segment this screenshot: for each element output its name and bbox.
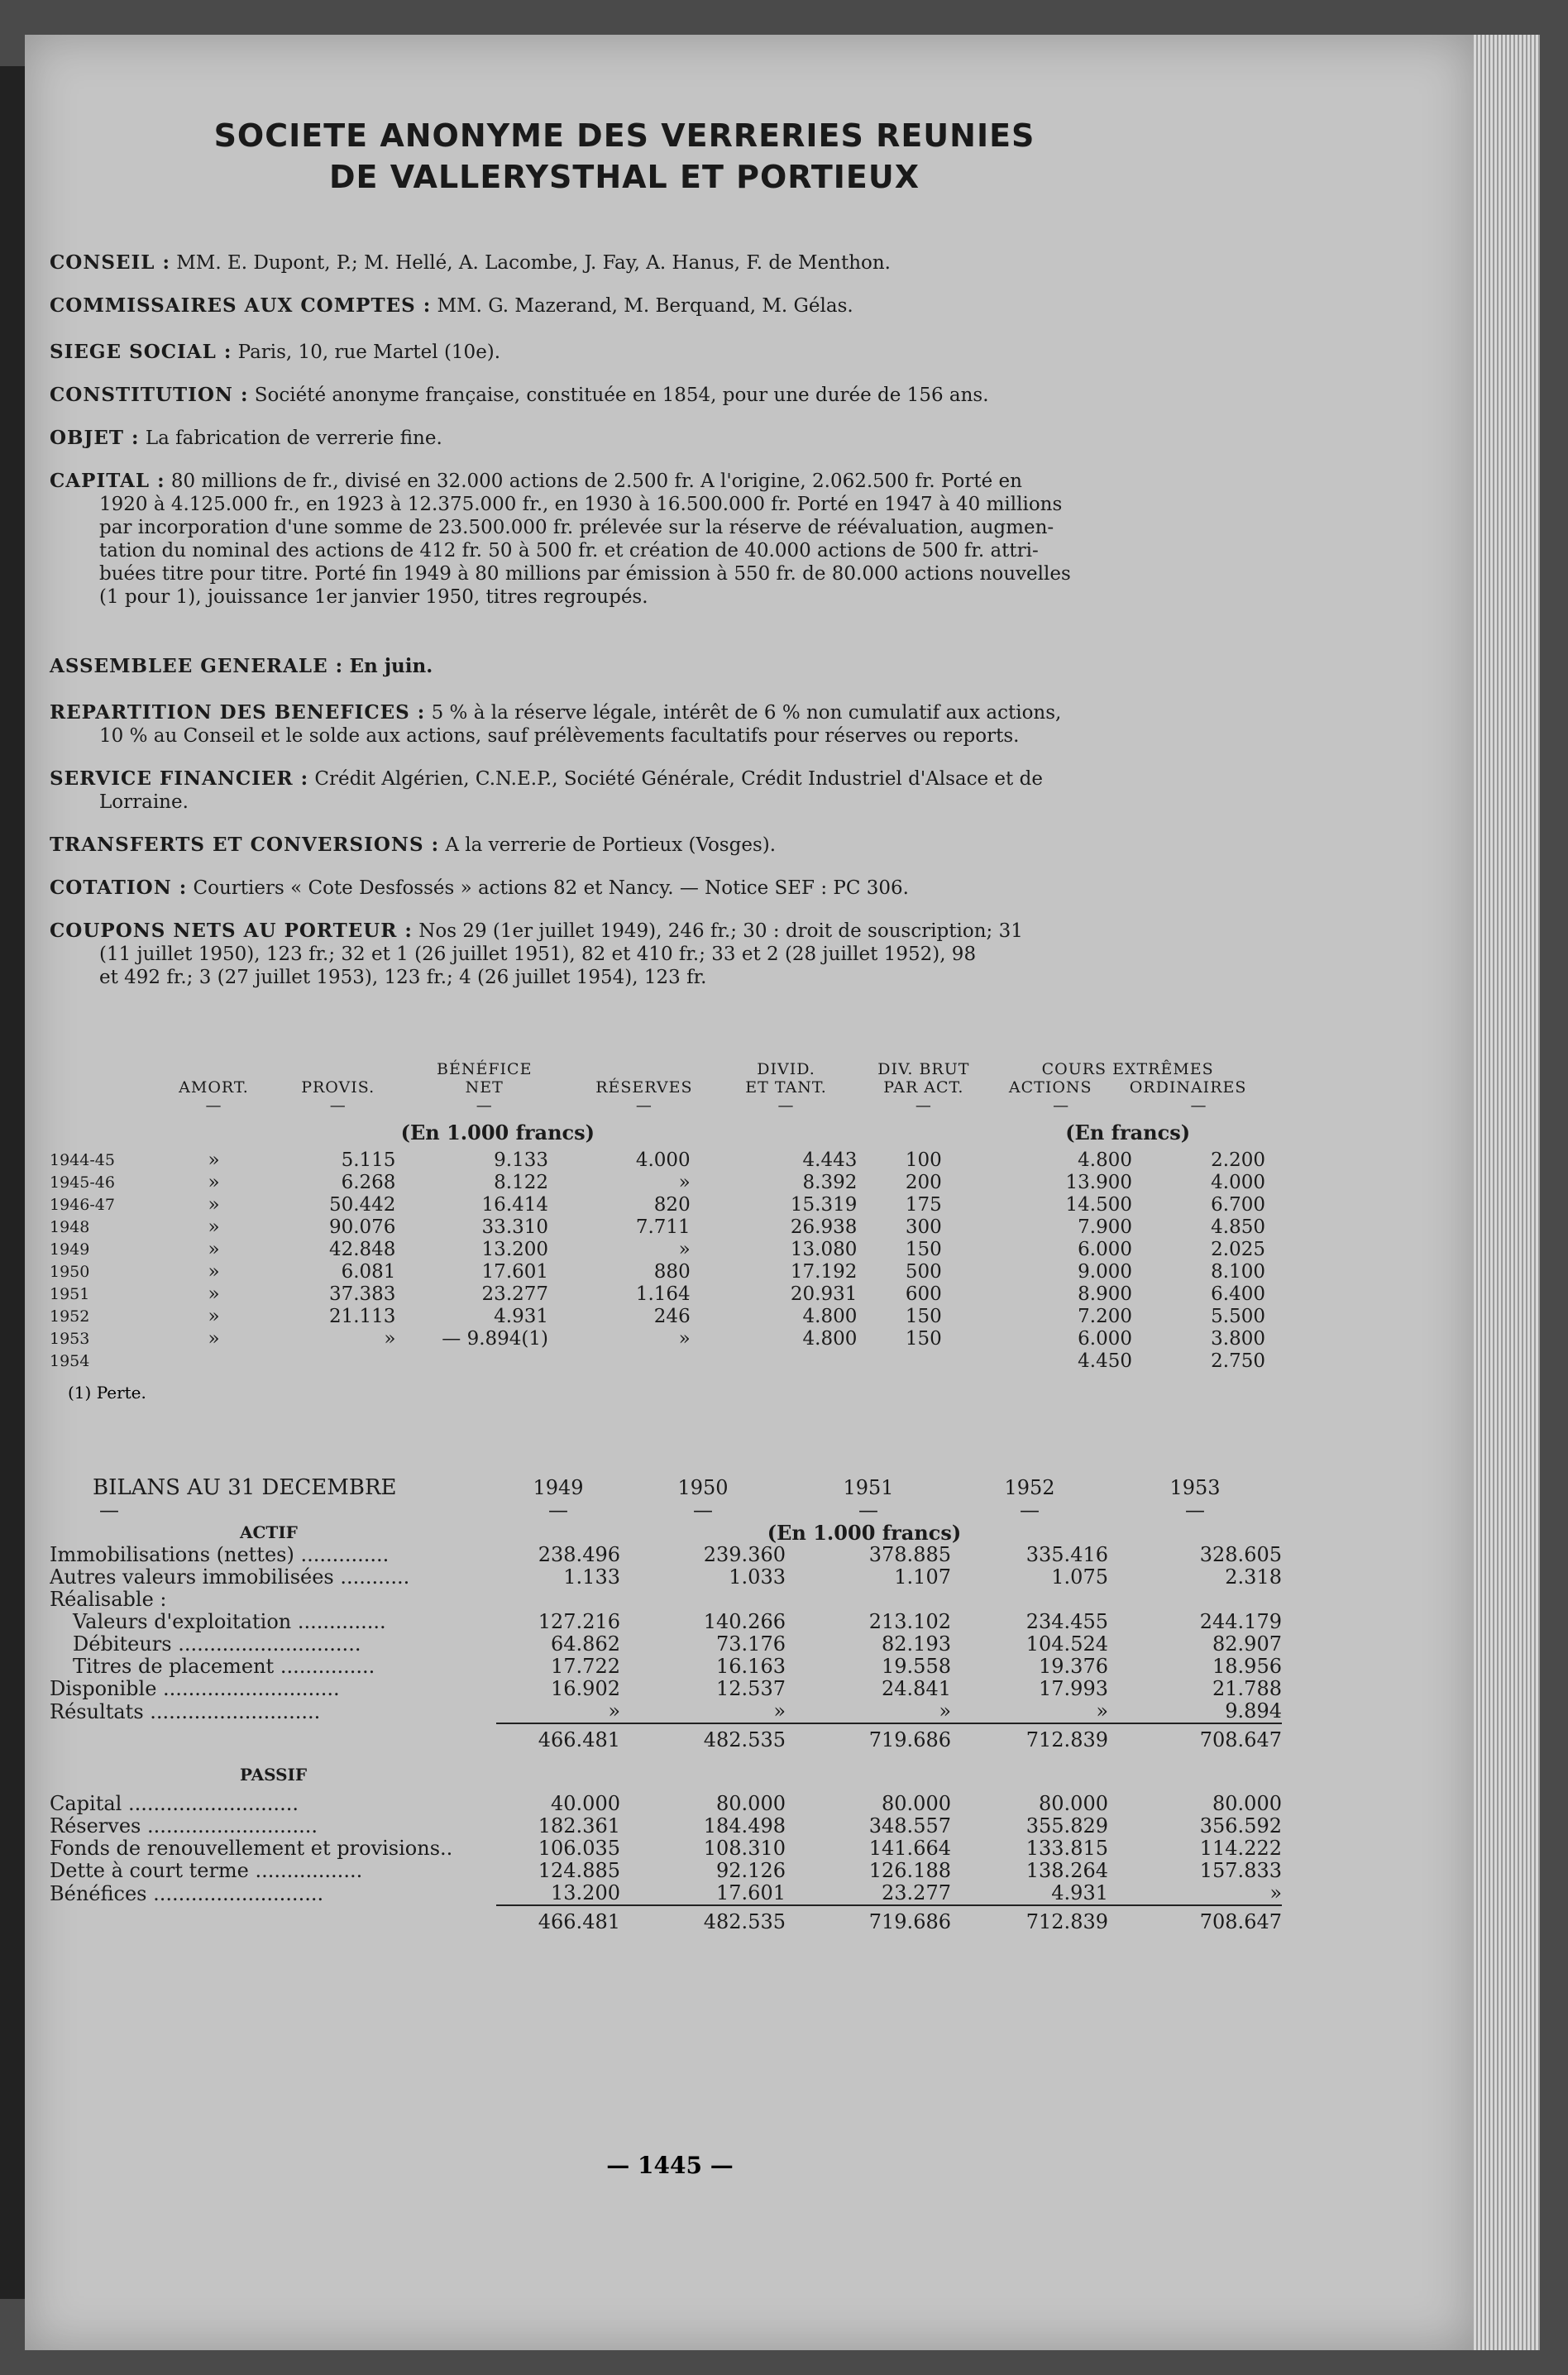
capital-line-4: tation du nominal des actions de 412 fr. 50 à 500 fr. et création de 40.000 actions de 500 fr. attri- — [99, 540, 1039, 561]
col-reserves: RÉSERVES — [595, 1078, 693, 1097]
coupons-line-2: (11 juillet 1950), 123 fr.; 32 et 1 (26 juillet 1951), 82 et 410 fr.; 33 et 2 (28 juillet 1952), 98 — [99, 944, 977, 965]
capital-line-6: (1 pour 1), jouissance 1er janvier 1950, titres regroupés. — [99, 586, 648, 608]
actif-value-1952 — [951, 1589, 1108, 1611]
conseil-text: MM. E. Dupont, P.; M. Hellé, A. Lacombe, J. Fay, A. Hanus, F. de Menthon. — [176, 252, 891, 274]
title-line-1: SOCIETE ANONYME DES VERRERIES REUNIES — [213, 117, 1035, 154]
section-objet — [50, 427, 1257, 450]
actif-label: Titres de placement ............... — [73, 1656, 375, 1678]
bilans-unit: (En 1.000 francs) — [767, 1521, 962, 1545]
actif-value-1952: 1.075 — [1051, 1565, 1108, 1589]
commissaires-label: COMMISSAIRES AUX COMPTES : — [50, 294, 432, 317]
actif-value-1951: 213.102 — [868, 1610, 951, 1633]
actif-value-1949 — [496, 1589, 620, 1611]
repartition-label: REPARTITION DES BENEFICES : — [50, 701, 426, 724]
history-cell-divid: 8.392 — [802, 1172, 858, 1193]
passif-label: Bénéfices ........................... — [50, 1882, 324, 1905]
actif-value-1953: 18.956 — [1212, 1655, 1282, 1678]
history-cell-div-brut: 600 — [905, 1283, 942, 1305]
history-cell-cours-hi: 8.900 — [1078, 1283, 1132, 1305]
history-cell-amort: » — [208, 1283, 220, 1305]
passif-row — [50, 1815, 1282, 1837]
conseil-label: CONSEIL : — [50, 251, 170, 274]
history-row — [50, 1172, 1265, 1194]
history-cell-div-brut: 150 — [905, 1328, 942, 1350]
history-cell-cours-lo: 4.850 — [1211, 1216, 1265, 1238]
history-year: 1952 — [50, 1307, 90, 1326]
year-1953: 1953 — [1169, 1476, 1221, 1499]
passif-value-1950: 17.601 — [716, 1881, 786, 1904]
actif-value-1952: » — [1096, 1699, 1108, 1723]
actif-value-1953: 9.894 — [1225, 1699, 1282, 1723]
history-cell-cours-hi: 14.500 — [1065, 1194, 1132, 1216]
passif-row — [50, 1860, 1282, 1882]
passif-label: Réserves ........................... — [50, 1815, 318, 1837]
history-cell-amort: » — [208, 1216, 220, 1238]
history-cell-benefice: 23.277 — [481, 1283, 549, 1305]
actif-value-1950: 140.266 — [703, 1610, 786, 1633]
actif-total-1953: 708.647 — [1108, 1723, 1282, 1756]
history-row — [50, 1149, 1265, 1172]
history-cell-provis: 21.113 — [328, 1306, 396, 1327]
history-row — [50, 1350, 1265, 1373]
constitution-label: CONSTITUTION : — [50, 384, 249, 406]
passif-heading: PASSIF — [240, 1764, 308, 1785]
passif-value-1949: 124.885 — [538, 1859, 620, 1882]
actif-total-1951: 719.686 — [786, 1723, 951, 1756]
passif-value-1950: 108.310 — [703, 1837, 786, 1860]
history-table: AMORT. PROVIS. BÉNÉFICE NET RÉSERVES DIVID. ET TANT. DIV. BRUT PAR ACT. COURS EXTRÊMES ACTIONS ORDINAIRES — — — — — — — — (En 1.000 francs) (En francs) 1944-45 » 5.115 9.133 4.000 4.443 100 4.800 2.200 1945-46 » 6.268 8.122 » 8.392 200 13.900 4.000 1946-47 » 50.442 16.414 820 15.319 175 14.500 6.700 1948 » 90.076 33.310 7.711 26.938 300 7.900 4.850 1949 » 42.848 13.200 » 13.080 150 6.000 2.025 1950 » 6.081 17.601 880 17.192 500 9.000 8.100 1951 » 37.383 23.277 1.164 20.931 600 8.900 6.400 1952 » 21.113 4.931 246 4.800 150 7.200 5.500 1953 » » — 9.894(1) » 4.800 150 6.000 3.800 1954 4.450 2.750 — [50, 1060, 1265, 1372]
actif-value-1951: 378.885 — [868, 1543, 951, 1566]
actif-value-1949: 64.862 — [551, 1632, 620, 1656]
history-row — [50, 1328, 1265, 1350]
history-cell-reserves: » — [678, 1239, 691, 1260]
history-cell-amort: » — [208, 1306, 220, 1327]
history-cell-amort: » — [208, 1239, 220, 1260]
history-year: 1951 — [50, 1285, 90, 1303]
passif-value-1951: 80.000 — [882, 1792, 951, 1815]
history-cell-benefice: — 9.894(1) — [442, 1328, 549, 1350]
history-cell-div-brut: 200 — [905, 1172, 942, 1193]
passif-value-1951: 348.557 — [868, 1814, 951, 1837]
actif-value-1953: 328.605 — [1199, 1543, 1282, 1566]
history-cell-cours-hi: 7.200 — [1078, 1306, 1132, 1327]
history-cell-reserves: 246 — [653, 1306, 691, 1327]
passif-value-1953: 157.833 — [1199, 1859, 1282, 1882]
capital-line-1: 80 millions de fr., divisé en 32.000 actions de 2.500 fr. A l'origine, 2.062.500 fr. Porté en — [170, 471, 1022, 492]
history-row — [50, 1283, 1265, 1306]
actif-value-1951: » — [939, 1699, 951, 1723]
actif-label: Autres valeurs immobilisées ........... — [50, 1566, 410, 1589]
history-cell-divid: 4.443 — [802, 1149, 858, 1171]
actif-total-1949: 466.481 — [496, 1723, 620, 1756]
history-cell-cours-lo: 5.500 — [1211, 1306, 1265, 1327]
actif-row — [50, 1700, 1282, 1723]
passif-value-1953: 80.000 — [1212, 1792, 1282, 1815]
actif-value-1950: 239.360 — [703, 1543, 786, 1566]
passif-total-1949: 466.481 — [496, 1905, 620, 1938]
document-page — [25, 35, 1474, 2350]
history-cell-amort: » — [208, 1172, 220, 1193]
unit-francs: (En francs) — [1065, 1120, 1191, 1144]
passif-value-1950: 80.000 — [716, 1792, 786, 1815]
history-cell-reserves: » — [678, 1328, 691, 1350]
history-cell-cours-lo: 2.200 — [1211, 1149, 1265, 1171]
passif-label: Capital ........................... — [50, 1793, 299, 1815]
history-row — [50, 1194, 1265, 1216]
history-cell-provis: 50.442 — [328, 1194, 396, 1216]
year-1949: 1949 — [533, 1476, 584, 1499]
history-year: 1953 — [50, 1330, 90, 1348]
history-cell-div-brut: 175 — [905, 1194, 942, 1216]
section-repartition — [50, 701, 1257, 748]
assemblee-label: ASSEMBLEE GENERALE : — [50, 655, 344, 677]
actif-value-1952: 335.416 — [1025, 1543, 1108, 1566]
cotation-label: COTATION : — [50, 877, 188, 899]
history-cell-div-brut — [857, 1350, 990, 1373]
passif-value-1951: 126.188 — [868, 1859, 951, 1882]
siege-label: SIEGE SOCIAL : — [50, 341, 232, 363]
actif-value-1952: 234.455 — [1025, 1610, 1108, 1633]
history-cell-divid: 20.931 — [790, 1283, 858, 1305]
transferts-text: A la verrerie de Portieux (Vosges). — [445, 834, 777, 856]
year-1951: 1951 — [843, 1476, 894, 1499]
actif-row — [50, 1611, 1282, 1633]
objet-text: La fabrication de verrerie fine. — [145, 428, 442, 449]
history-row — [50, 1306, 1265, 1328]
col-provis: PROVIS. — [301, 1078, 375, 1097]
actif-label: Immobilisations (nettes) .............. — [50, 1544, 390, 1566]
unit-kfrancs: (En 1.000 francs) — [400, 1120, 595, 1144]
actif-value-1949: 1.133 — [563, 1565, 620, 1589]
history-cell-provis: 6.268 — [341, 1172, 396, 1193]
section-transferts — [50, 834, 1257, 857]
passif-value-1953: » — [1269, 1881, 1282, 1904]
history-cell-benefice: 16.414 — [481, 1194, 549, 1216]
history-cell-cours-hi: 6.000 — [1078, 1328, 1132, 1350]
passif-value-1952: 355.829 — [1025, 1814, 1108, 1837]
page-stack-edge — [1474, 35, 1540, 2350]
actif-value-1950: 16.163 — [716, 1655, 786, 1678]
actif-value-1949: » — [608, 1699, 620, 1723]
section-capital — [50, 470, 1257, 609]
passif-value-1950: 184.498 — [703, 1814, 786, 1837]
history-row — [50, 1216, 1265, 1239]
actif-row — [50, 1566, 1282, 1589]
siege-text: Paris, 10, rue Martel (10e). — [237, 342, 501, 363]
history-cell-divid — [715, 1350, 858, 1373]
actif-label: Résultats ........................... — [50, 1700, 321, 1723]
history-cell-divid: 17.192 — [790, 1261, 858, 1283]
passif-label: Dette à court terme ................. — [50, 1860, 363, 1882]
left-page-edge — [0, 66, 25, 2299]
history-year: 1950 — [50, 1263, 90, 1281]
actif-value-1950: 1.033 — [729, 1565, 786, 1589]
section-cotation — [50, 877, 1257, 900]
history-cell-provis: 6.081 — [341, 1261, 396, 1283]
actif-value-1951: 1.107 — [894, 1565, 951, 1589]
repartition-line-1: 5 % à la réserve légale, intérêt de 6 % non cumulatif aux actions, — [431, 702, 1062, 724]
repartition-line-2: 10 % au Conseil et le solde aux actions, sauf prélèvements facultatifs pour réserves ou reports. — [99, 725, 1020, 747]
passif-label: Fonds de renouvellement et provisions.. — [50, 1837, 453, 1860]
passif-total-1951: 719.686 — [786, 1905, 951, 1938]
service-line-2: Lorraine. — [99, 791, 189, 813]
history-row — [50, 1261, 1265, 1283]
passif-value-1949: 13.200 — [551, 1881, 620, 1904]
history-cell-amort: » — [208, 1149, 220, 1171]
col-cours: COURS EXTRÊMES ACTIONS ORDINAIRES — [1008, 1060, 1247, 1097]
coupons-label: COUPONS NETS AU PORTEUR : — [50, 920, 413, 942]
service-line-1: Crédit Algérien, C.N.E.P., Société Générale, Crédit Industriel d'Alsace et de — [314, 768, 1043, 790]
section-conseil — [50, 251, 1257, 275]
history-cell-benefice: 13.200 — [481, 1239, 549, 1260]
history-cell-div-brut: 150 — [905, 1239, 942, 1260]
history-cell-amort: » — [208, 1194, 220, 1216]
passif-row — [50, 1882, 1282, 1905]
actif-value-1949: 127.216 — [538, 1610, 620, 1633]
history-cell-cours-lo: 4.000 — [1211, 1172, 1265, 1193]
actif-row — [50, 1633, 1282, 1656]
history-cell-reserves: » — [678, 1172, 691, 1193]
section-assemblee — [50, 655, 1257, 678]
history-year: 1949 — [50, 1240, 90, 1259]
actif-row — [50, 1544, 1282, 1566]
actif-value-1949: 17.722 — [551, 1655, 620, 1678]
history-cell-cours-lo: 8.100 — [1211, 1261, 1265, 1283]
history-cell-cours-hi: 7.900 — [1078, 1216, 1132, 1238]
history-cell-divid: 13.080 — [790, 1239, 858, 1260]
history-cell-cours-lo: 2.025 — [1211, 1239, 1265, 1260]
transferts-label: TRANSFERTS ET CONVERSIONS : — [50, 834, 440, 856]
history-cell-amort: » — [208, 1261, 220, 1283]
history-cell-provis: 90.076 — [328, 1216, 396, 1238]
history-cell-cours-hi: 9.000 — [1078, 1261, 1132, 1283]
passif-value-1953: 114.222 — [1199, 1837, 1282, 1860]
history-cell-div-brut: 300 — [905, 1216, 942, 1238]
passif-row — [50, 1793, 1282, 1815]
passif-total-1950: 482.535 — [620, 1905, 786, 1938]
history-cell-divid: 4.800 — [802, 1328, 858, 1350]
passif-value-1949: 40.000 — [551, 1792, 620, 1815]
actif-value-1950 — [620, 1589, 786, 1611]
history-cell-amort: » — [208, 1328, 220, 1350]
actif-value-1950: 73.176 — [716, 1632, 786, 1656]
history-cell-benefice — [395, 1350, 573, 1373]
footnote: (1) Perte. — [68, 1383, 146, 1403]
actif-label: Réalisable : — [50, 1589, 167, 1611]
history-cell-cours-lo: 3.800 — [1211, 1328, 1265, 1350]
actif-row — [50, 1656, 1282, 1678]
section-commissaires — [50, 294, 1257, 318]
service-label: SERVICE FINANCIER : — [50, 767, 309, 790]
actif-row — [50, 1589, 1282, 1611]
passif-value-1952: 133.815 — [1025, 1837, 1108, 1860]
capital-label: CAPITAL : — [50, 470, 165, 492]
passif-total-1953: 708.647 — [1108, 1905, 1282, 1938]
history-cell-reserves: 820 — [653, 1194, 691, 1216]
section-siege — [50, 341, 1257, 364]
capital-line-3: par incorporation d'une somme de 23.500.000 fr. prélevée sur la réserve de réévaluation, augmen- — [99, 517, 1054, 538]
actif-value-1951: 82.193 — [882, 1632, 951, 1656]
history-cell-divid: 15.319 — [790, 1194, 858, 1216]
history-cell-benefice: 9.133 — [494, 1149, 549, 1171]
actif-value-1953 — [1108, 1589, 1282, 1611]
history-cell-reserves: 7.711 — [635, 1216, 691, 1238]
history-cell-cours-hi: 4.800 — [1078, 1149, 1132, 1171]
actif-value-1952: 19.376 — [1039, 1655, 1108, 1678]
col-div-brut: DIV. BRUT PAR ACT. — [877, 1060, 970, 1097]
actif-value-1950: » — [773, 1699, 786, 1723]
history-year: 1954 — [50, 1352, 90, 1370]
history-cell-cours-lo: 2.750 — [1211, 1350, 1265, 1372]
commissaires-text: MM. G. Mazerand, M. Berquand, M. Gélas. — [437, 295, 853, 317]
actif-value-1953: 2.318 — [1225, 1565, 1282, 1589]
actif-label: Valeurs d'exploitation .............. — [73, 1611, 386, 1633]
bilans-table: BILANS AU 31 DECEMBRE 1949 1950 1951 1952 1953 — — — — — — ACTIF (En 1.000 francs) Immobilisations (nettes) .............. 238.496 239.360 378.885 335.416 328.605 Autres valeurs immobilisées ........... 1.133 1.033 1.107 1.075 2.318 Réalisable : Valeurs d'exploitation .............. 127.216 140.266 213.102 234.455 244.179 Débiteurs ............................. 64.862 73.176 82.193 104.524 82.907 Titres de placement ............... 17.722 16.163 19.558 19.376 18.956 Disponible ............................ 16.902 12.537 24.841 17.993 21.788 Résultats ........................... » » » » 9.894 466.481 482.535 719.686 712.839 708.647 PASSIF Capital ........................... 40.000 80.000 80.000 80.000 80.000 Réserves ........................... 182.361 184.498 348.557 355.829 356.592 Fonds de renouvellement et provisions.. 106.035 108.310 141.664 133.815 114.222 Dette à court terme ................. 124.885 92.126 126.188 138.264 157.833 Bénéfices ........................... 13.200 17.601 23.277 4.931 » 466.481 482.535 719.686 712.839 708.647 — [50, 1477, 1282, 1938]
history-cell-benefice: 33.310 — [481, 1216, 549, 1238]
history-cell-provis: 42.848 — [328, 1239, 396, 1260]
capital-line-2: 1920 à 4.125.000 fr., en 1923 à 12.375.000 fr., en 1930 à 16.500.000 fr. Porté en 1947 à 40 millions — [99, 494, 1063, 515]
passif-value-1953: 356.592 — [1199, 1814, 1282, 1837]
history-cell-benefice: 17.601 — [481, 1261, 549, 1283]
history-year: 1948 — [50, 1218, 90, 1236]
passif-total-1952: 712.839 — [951, 1905, 1108, 1938]
passif-value-1951: 141.664 — [868, 1837, 951, 1860]
objet-label: OBJET : — [50, 427, 140, 449]
history-cell-cours-lo: 6.700 — [1211, 1194, 1265, 1216]
history-cell-cours-hi: 13.900 — [1065, 1172, 1132, 1193]
actif-label: Disponible ............................ — [50, 1678, 340, 1700]
actif-value-1953: 21.788 — [1212, 1677, 1282, 1700]
capital-line-5: buées titre pour titre. Porté fin 1949 à 80 millions par émission à 550 fr. de 80.000 actions nouvelles — [99, 563, 1071, 585]
passif-value-1950: 92.126 — [716, 1859, 786, 1882]
history-cell-div-brut: 100 — [905, 1149, 942, 1171]
actif-value-1949: 238.496 — [538, 1543, 620, 1566]
actif-value-1950: 12.537 — [716, 1677, 786, 1700]
history-cell-cours-hi: 6.000 — [1078, 1239, 1132, 1260]
section-service — [50, 767, 1257, 814]
passif-value-1952: 138.264 — [1025, 1859, 1108, 1882]
passif-value-1952: 80.000 — [1039, 1792, 1108, 1815]
history-cell-div-brut: 500 — [905, 1261, 942, 1283]
actif-label: Débiteurs ............................. — [73, 1633, 361, 1656]
col-divid: DIVID. ET TANT. — [745, 1060, 827, 1097]
passif-value-1949: 106.035 — [538, 1837, 620, 1860]
history-year: 1946-47 — [50, 1196, 115, 1214]
history-cell-reserves: 880 — [653, 1261, 691, 1283]
history-cell-reserves: 1.164 — [635, 1283, 691, 1305]
actif-total-1952: 712.839 — [951, 1723, 1108, 1756]
section-constitution — [50, 384, 1257, 407]
actif-value-1953: 244.179 — [1199, 1610, 1282, 1633]
page-number: — 1445 — — [606, 2152, 734, 2179]
history-cell-divid: 4.800 — [802, 1306, 858, 1327]
actif-value-1949: 16.902 — [551, 1677, 620, 1700]
actif-value-1951 — [786, 1589, 951, 1611]
history-cell-cours-hi: 4.450 — [1078, 1350, 1132, 1372]
section-coupons — [50, 920, 1257, 989]
actif-heading: ACTIF — [240, 1522, 298, 1542]
actif-value-1953: 82.907 — [1212, 1632, 1282, 1656]
bilans-title: BILANS AU 31 DECEMBRE — [93, 1475, 397, 1500]
cotation-text: Courtiers « Cote Desfossés » actions 82 et Nancy. — Notice SEF : PC 306. — [193, 877, 909, 899]
history-cell-divid: 26.938 — [790, 1216, 858, 1238]
actif-row — [50, 1678, 1282, 1700]
history-cell-reserves: 4.000 — [635, 1149, 691, 1171]
coupons-line-1: Nos 29 (1er juillet 1949), 246 fr.; 30 : droit de souscription; 31 — [418, 920, 1023, 942]
year-1952: 1952 — [1004, 1476, 1055, 1499]
passif-row — [50, 1837, 1282, 1860]
passif-value-1949: 182.361 — [538, 1814, 620, 1837]
actif-value-1952: 104.524 — [1025, 1632, 1108, 1656]
history-cell-reserves — [573, 1350, 715, 1373]
year-1950: 1950 — [677, 1476, 729, 1499]
history-cell-benefice: 8.122 — [494, 1172, 549, 1193]
history-cell-cours-lo: 6.400 — [1211, 1283, 1265, 1305]
history-year: 1945-46 — [50, 1173, 115, 1192]
assemblee-text: En juin. — [349, 655, 433, 677]
coupons-line-3: et 492 fr.; 3 (27 juillet 1953), 123 fr.; 4 (26 juillet 1954), 123 fr. — [99, 967, 707, 988]
history-cell-provis: » — [384, 1328, 396, 1350]
history-cell-provis — [280, 1350, 395, 1373]
history-cell-amort — [147, 1350, 280, 1373]
history-cell-provis: 5.115 — [341, 1149, 396, 1171]
constitution-text: Société anonyme française, constituée en 1854, pour une durée de 156 ans. — [254, 385, 989, 406]
actif-value-1951: 19.558 — [882, 1655, 951, 1678]
col-amort: AMORT. — [179, 1078, 249, 1097]
history-row — [50, 1239, 1265, 1261]
passif-value-1952: 4.931 — [1051, 1881, 1108, 1904]
history-cell-div-brut: 150 — [905, 1306, 942, 1327]
col-benefice: BÉNÉFICE NET — [437, 1060, 533, 1097]
passif-value-1951: 23.277 — [882, 1881, 951, 1904]
actif-value-1951: 24.841 — [882, 1677, 951, 1700]
actif-value-1952: 17.993 — [1039, 1677, 1108, 1700]
history-cell-benefice: 4.931 — [494, 1306, 549, 1327]
history-year: 1944-45 — [50, 1151, 115, 1169]
title-line-2: DE VALLERYSTHAL ET PORTIEUX — [329, 159, 920, 195]
actif-total-1950: 482.535 — [620, 1723, 786, 1756]
history-cell-provis: 37.383 — [328, 1283, 396, 1305]
